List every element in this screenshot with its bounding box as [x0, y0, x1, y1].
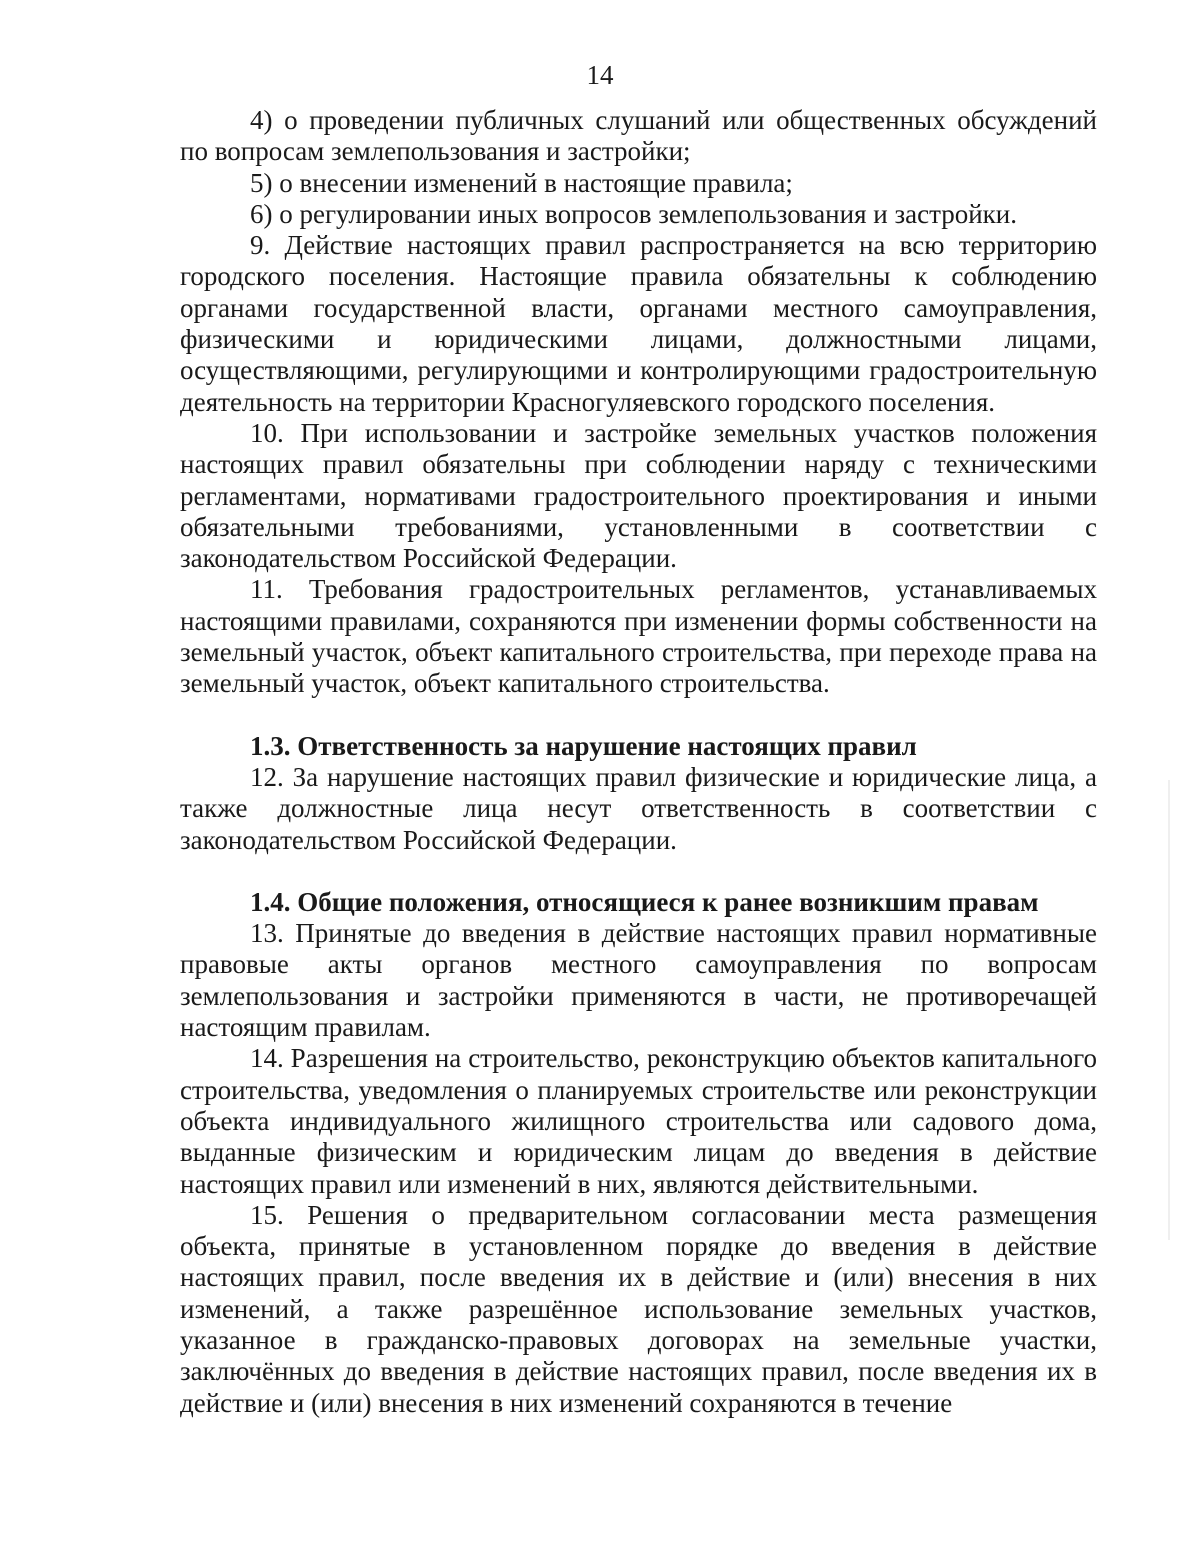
section-heading: 1.4. Общие положения, относящиеся к ранее возникшим правам [250, 886, 1039, 917]
document-body [180, 105, 1097, 1419]
paragraph: 6) о регулировании иных вопросов землепользования и застройки. [250, 198, 1017, 229]
scan-edge-mark [1168, 780, 1170, 1240]
paragraph: 15. Решения о предварительном согласовании места размещения объекта, принятые в установленном порядке до введения в действие настоящих правил, после введения их в действие и (или) внесения в них изменений, а также разрешённое использование земельных участков, указанное в гражданско-правовых договорах на земельные участки, заключённых до введения в действие настоящих правил, после введения их в действие и (или) внесения в них изменений сохраняются в течение [180, 1199, 1097, 1418]
paragraph: 14. Разрешения на строительство, реконструкцию объектов капитального строительства, уведомления о планируемых строительстве или реконструкции объекта индивидуального жилищного строительства или садового дома, выданные физическим и юридическим лицам до введения в действие настоящих правил или изменений в них, являются действительными. [180, 1043, 1097, 1199]
paragraph: 12. За нарушение настоящих правил физические и юридические лица, а также должностные лица несут ответственность в соответствии с законодательством Российской Федерации. [180, 761, 1097, 855]
section-heading: 1.3. Ответственность за нарушение настоящих правил [250, 730, 917, 761]
page-number: 14 [586, 60, 614, 90]
paragraph: 4) о проведении публичных слушаний или общественных обсуждений по вопросам землепользования и застройки; [180, 105, 1097, 167]
paragraph: 13. Принятые до введения в действие настоящих правил нормативные правовые акты органов местного самоуправления по вопросам землепользования и застройки применяются в части, не противоречащей настоящим правилам. [180, 918, 1097, 1043]
paragraph: 5) о внесении изменений в настоящие правила; [250, 167, 793, 198]
paragraph: 11. Требования градостроительных регламентов, устанавливаемых настоящими правилами, сохраняются при изменении формы собственности на земельный участок, объект капитального строительства, при переходе права на земельный участок, объект капитального строительства. [180, 574, 1097, 699]
paragraph-gap [180, 856, 1097, 887]
paragraph: 9. Действие настоящих правил распространяется на всю территорию городского поселения. Настоящие правила обязательны к соблюдению органами государственной власти, органами местного самоуправления, физическими и юридическими лицами, должностными лицами, осуществляющими, регулирующими и контролирующими градостроительную деятельность на территории Красногуляевского городского поселения. [180, 230, 1097, 417]
paragraph-gap [180, 700, 1097, 731]
paragraph: 10. При использовании и застройке земельных участков положения настоящих правил обязательны при соблюдении наряду с техническими регламентами, нормативами градостроительного проектирования и иными обязательными требованиями, установленными в соответствии с законодательством Российской Федерации. [180, 417, 1097, 574]
